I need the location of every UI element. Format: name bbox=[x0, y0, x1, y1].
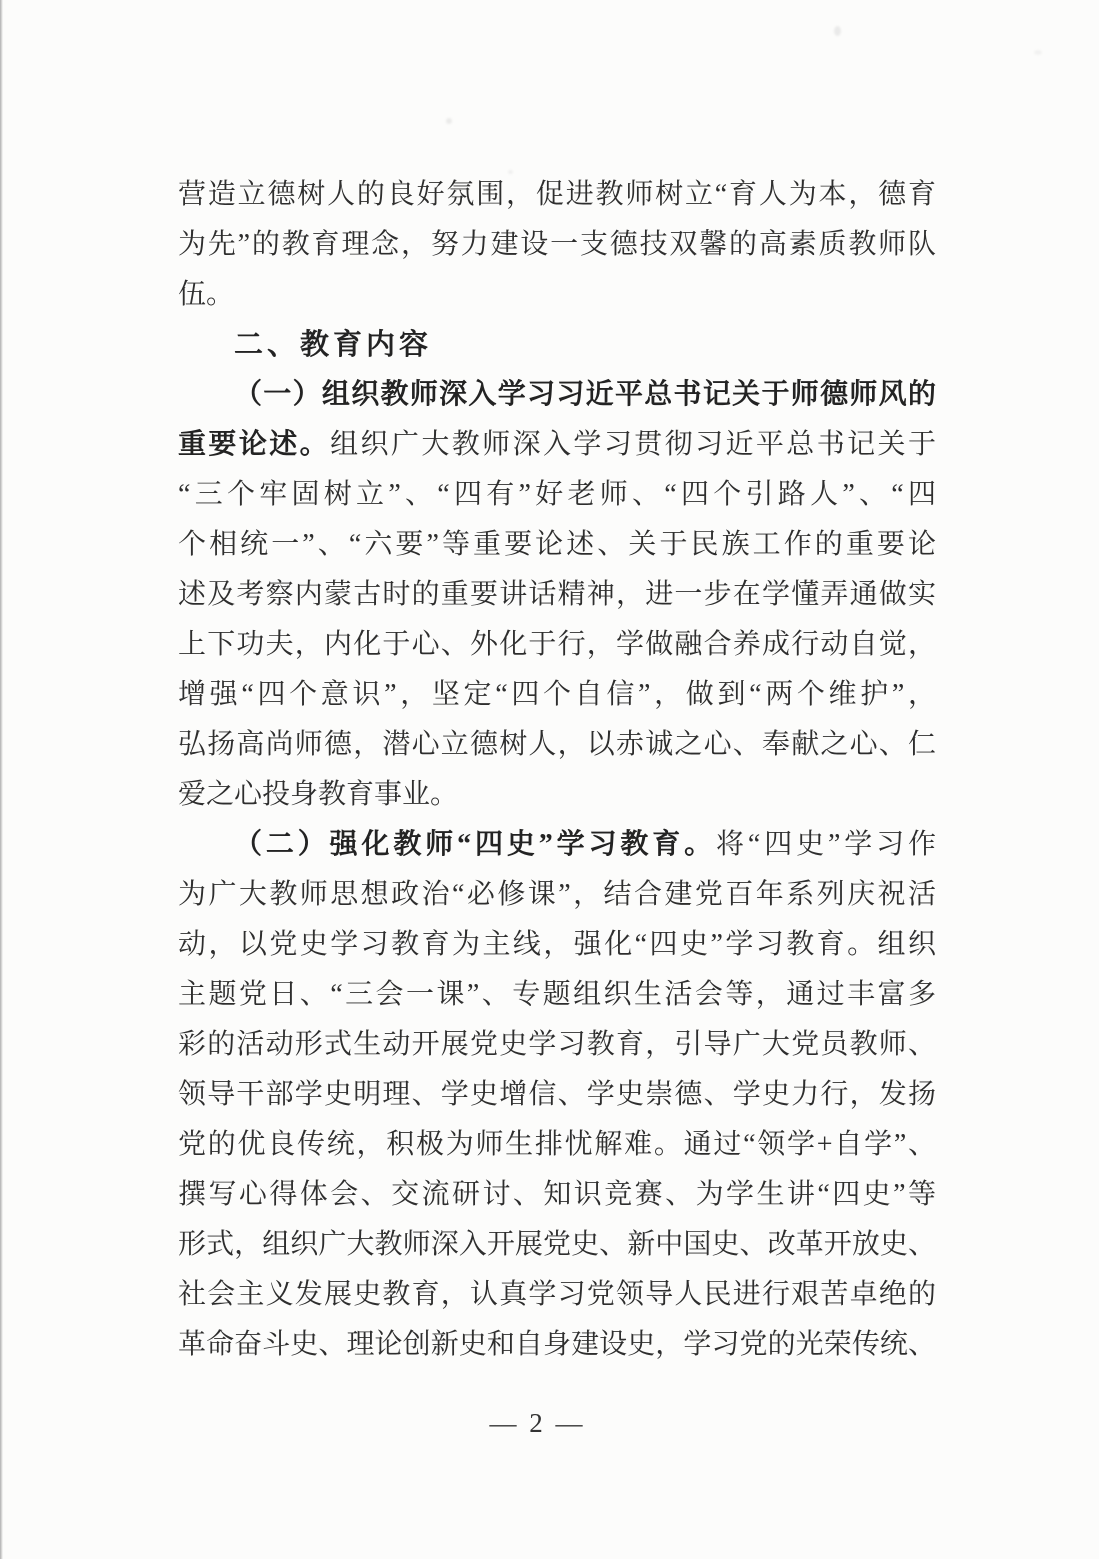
page-number bbox=[0, 1398, 1075, 1448]
body-text-segment: 将“四史”学习作 bbox=[716, 829, 936, 860]
body-text-segment: 个相统一”、“六要”等重要论述、关于民族工作的重要论 bbox=[178, 529, 936, 560]
body-text-segment: 述及考察内蒙古时的重要讲话精神，进一步在学懂弄通做实 bbox=[178, 579, 936, 610]
text-line bbox=[178, 370, 936, 420]
text-line bbox=[178, 1070, 936, 1120]
text-line bbox=[178, 1320, 936, 1370]
text-line bbox=[178, 520, 936, 570]
body-text-segment: 营造立德树人的良好氛围，促进教师树立“育人为本，德育 bbox=[178, 179, 936, 210]
bold-text-segment: （一）组织教师深入学习习近平总书记关于师德师风的 bbox=[234, 379, 936, 410]
section-heading bbox=[178, 320, 936, 370]
body-text-segment: 彩的活动形式生动开展党史学习教育，引导广大党员教师、 bbox=[178, 1029, 936, 1060]
text-line bbox=[178, 970, 936, 1020]
text-line bbox=[178, 570, 936, 620]
scan-smudge bbox=[446, 118, 452, 124]
body-text-segment: 领导干部学史明理、学史增信、学史崇德、学史力行，发扬 bbox=[178, 1079, 936, 1110]
body-text-segment: “三个牢固树立”、“四有”好老师、“四个引路人”、“四 bbox=[178, 479, 936, 510]
page-number-label: — 2 — bbox=[489, 1408, 586, 1438]
bold-text-segment: （二）强化教师“四史”学习教育。 bbox=[234, 829, 717, 860]
scan-smudge bbox=[834, 26, 841, 36]
body-text-segment: 党的优良传统，积极为师生排忧解难。通过“领学+自学”、 bbox=[178, 1129, 936, 1160]
body-text-segment: 伍。 bbox=[178, 279, 235, 310]
body-text-segment: 组织广大教师深入学习贯彻习近平总书记关于 bbox=[330, 429, 936, 460]
body-text-segment: 爱之心投身教育事业。 bbox=[178, 779, 459, 810]
body-text-segment: 撰写心得体会、交流研讨、知识竞赛、为学生讲“四史”等 bbox=[178, 1179, 936, 1210]
body-text-segment: 动，以党史学习教育为主线，强化“四史”学习教育。组织 bbox=[178, 929, 936, 960]
text-line bbox=[178, 670, 936, 720]
bold-text-segment: 二、教育内容 bbox=[234, 329, 433, 361]
text-line bbox=[178, 270, 936, 320]
body-text-segment: 增强“四个意识”，坚定“四个自信”，做到“两个维护”， bbox=[178, 679, 936, 710]
body-text-segment: 为广大教师思想政治“必修课”，结合建党百年系列庆祝活 bbox=[178, 879, 936, 910]
scan-smudge bbox=[1034, 50, 1042, 55]
text-line bbox=[178, 770, 936, 820]
text-line bbox=[178, 420, 936, 470]
text-line bbox=[178, 170, 936, 220]
document-body-text bbox=[178, 170, 936, 1370]
body-text-segment: 革命奋斗史、理论创新史和自身建设史，学习党的光荣传统、 bbox=[178, 1329, 936, 1360]
text-line bbox=[178, 1020, 936, 1070]
text-line bbox=[178, 220, 936, 270]
text-line bbox=[178, 870, 936, 920]
text-line bbox=[178, 1120, 936, 1170]
bold-text-segment: 重要论述。 bbox=[178, 429, 331, 460]
scan-edge-artifact bbox=[0, 0, 3, 1559]
body-text-segment: 为先”的教育理念，努力建设一支德技双馨的高素质教师队 bbox=[178, 229, 936, 260]
body-text-segment: 社会主义发展史教育，认真学习党领导人民进行艰苦卓绝的 bbox=[178, 1279, 936, 1310]
text-line bbox=[178, 1170, 936, 1220]
text-line bbox=[178, 720, 936, 770]
text-line bbox=[178, 1270, 936, 1320]
text-line bbox=[178, 1220, 936, 1270]
text-line bbox=[178, 620, 936, 670]
body-text-segment: 主题党日、“三会一课”、专题组织生活会等，通过丰富多 bbox=[178, 979, 936, 1010]
body-text-segment: 弘扬高尚师德，潜心立德树人，以赤诚之心、奉献之心、仁 bbox=[178, 729, 936, 760]
body-text-segment: 形式，组织广大教师深入开展党史、新中国史、改革开放史、 bbox=[178, 1229, 936, 1260]
text-line bbox=[178, 920, 936, 970]
text-line bbox=[178, 820, 936, 870]
body-text-segment: 上下功夫，内化于心、外化于行，学做融合养成行动自觉， bbox=[178, 629, 936, 660]
text-line bbox=[178, 470, 936, 520]
